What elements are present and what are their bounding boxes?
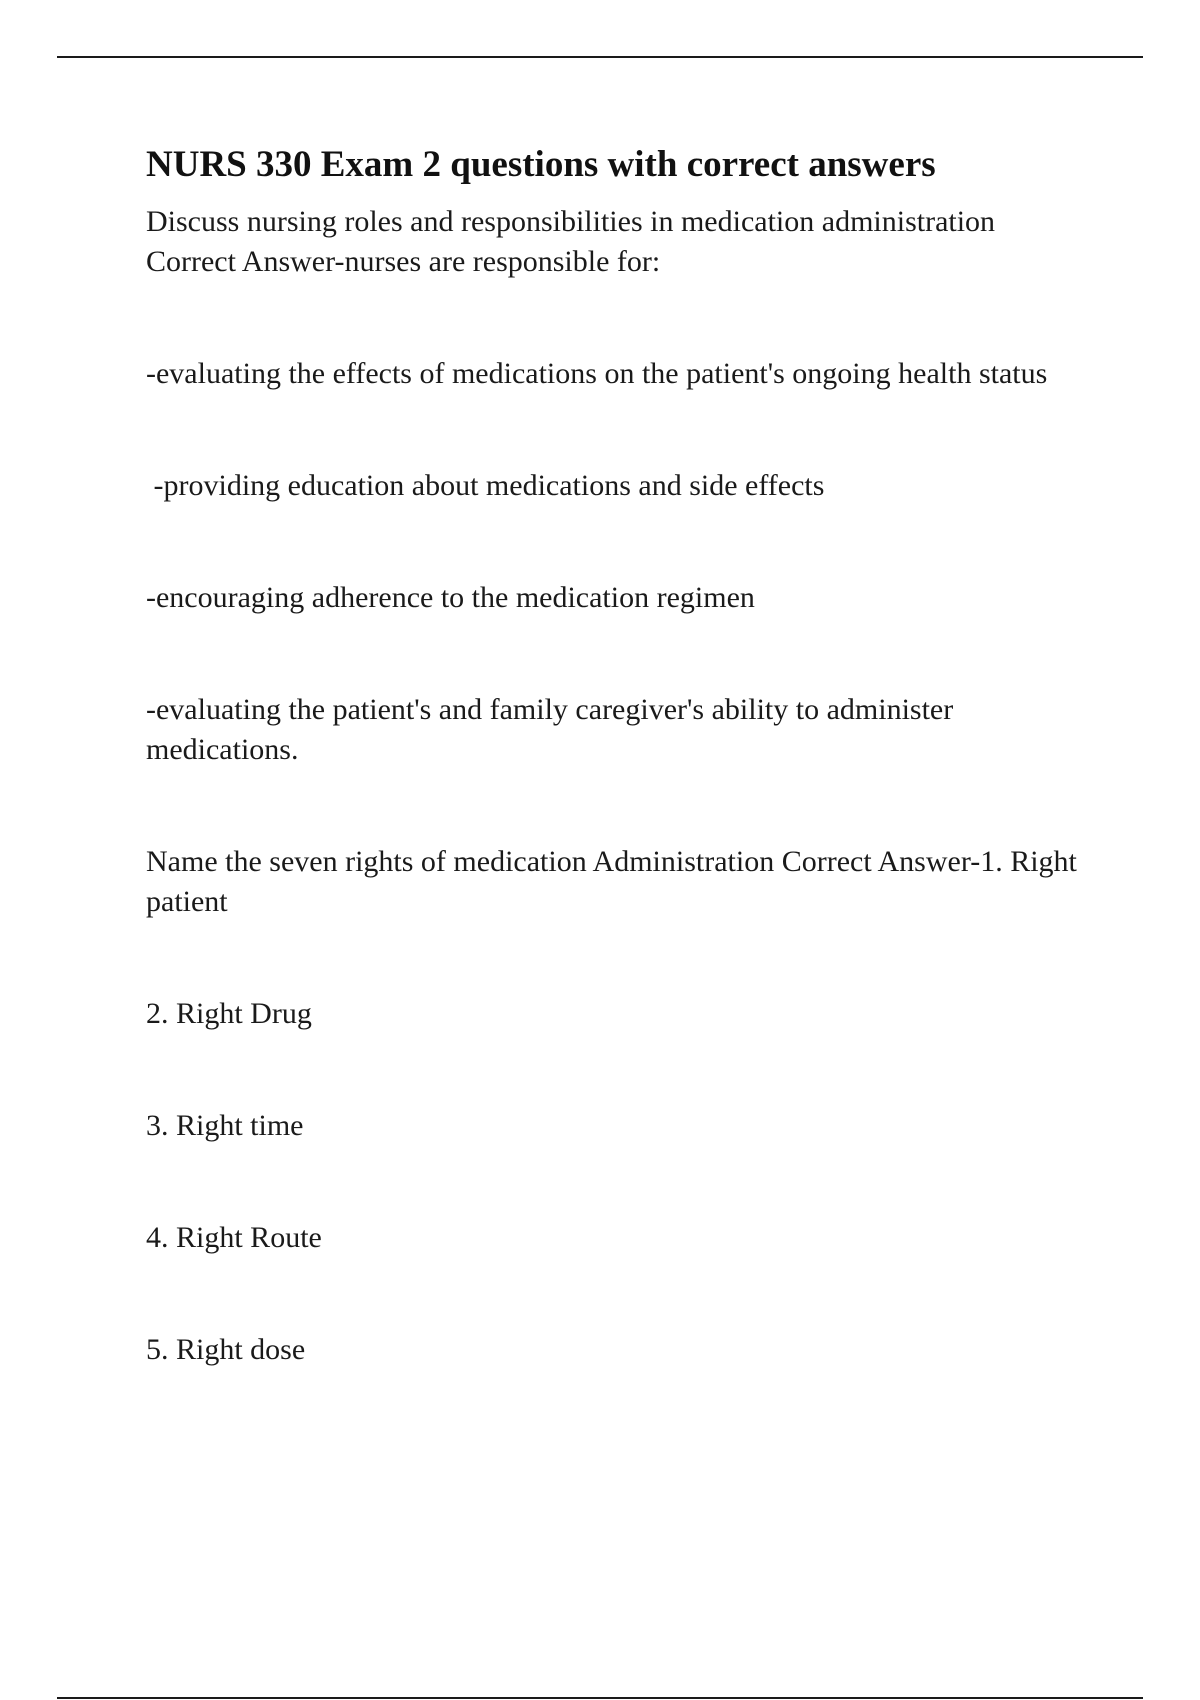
paragraph-question-1: Discuss nursing roles and responsibilities in medication administration Correct Answer-nurses are responsible for:	[146, 205, 1003, 278]
document-body	[146, 140, 1086, 1370]
paragraph-right-item: 3. Right time	[146, 1109, 304, 1142]
paragraph-answer-item: -encouraging adherence to the medication regimen	[146, 581, 755, 614]
paragraph-right-item: 4. Right Route	[146, 1221, 322, 1254]
paragraph-question-2: Name the seven rights of medication Administration Correct Answer-1. Right patient	[146, 845, 1085, 918]
document-title: NURS 330 Exam 2 questions with correct answers	[146, 144, 936, 185]
paragraph-right-item: 5. Right dose	[146, 1333, 306, 1366]
top-rule	[57, 56, 1143, 58]
paragraph-answer-item: -evaluating the patient's and family caregiver's ability to administer medications.	[146, 693, 961, 766]
bottom-rule	[57, 1697, 1143, 1699]
paragraph-answer-item: -providing education about medications and side effects	[146, 469, 825, 502]
paragraph-answer-item: -evaluating the effects of medications on the patient's ongoing health status	[146, 357, 1048, 390]
paragraph-right-item: 2. Right Drug	[146, 997, 312, 1030]
